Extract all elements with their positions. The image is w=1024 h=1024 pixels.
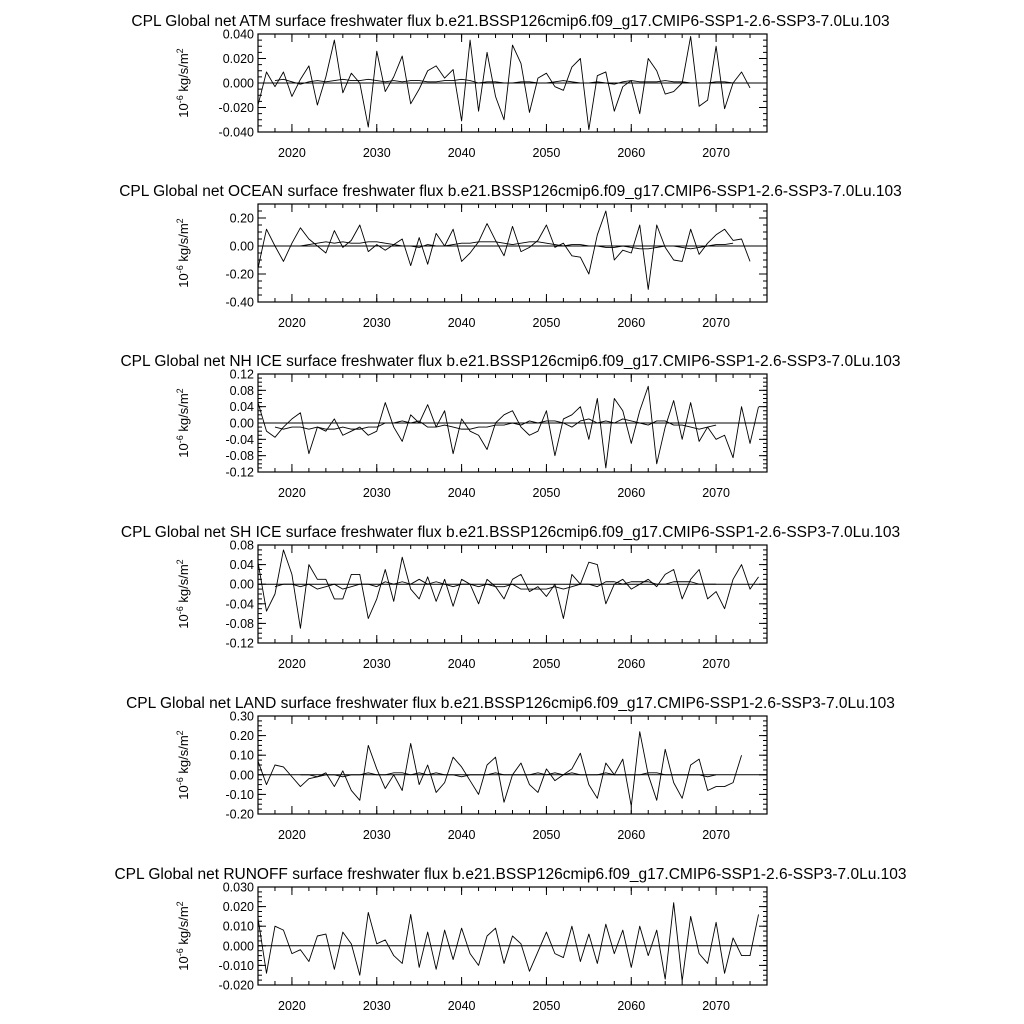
x-tick-label: 2020 (278, 316, 306, 330)
x-tick-label: 2020 (278, 999, 306, 1013)
x-tick-label: 2060 (617, 486, 646, 500)
x-tick-label: 2020 (278, 657, 306, 671)
y-tick-label: 0.000 (222, 76, 254, 91)
y-tick-label: -0.04 (225, 432, 254, 447)
x-tick-label: 2040 (447, 486, 476, 500)
x-tick-label: 2050 (532, 657, 561, 671)
y-axis-label (175, 559, 191, 628)
y-tick-label: -0.08 (225, 449, 254, 464)
y-axis-label-unit-exp: 2 (175, 901, 185, 907)
y-tick-label: 0.00 (229, 577, 254, 592)
x-tick-label: 2050 (532, 828, 561, 842)
x-tick-label: 2030 (362, 999, 391, 1013)
x-tick-label: 2030 (362, 146, 391, 160)
y-tick-label: -0.20 (225, 267, 254, 282)
x-tick-label: 2050 (532, 486, 561, 500)
y-axis-label (175, 218, 191, 287)
x-tick-label: 2070 (702, 657, 731, 671)
x-tick-label: 2060 (617, 828, 646, 842)
y-tick-label: 0.04 (229, 558, 254, 573)
y-axis-label-unit-exp: 2 (175, 730, 185, 736)
x-tick-label: 2060 (617, 657, 646, 671)
y-axis-label-unit-exp: 2 (175, 48, 185, 54)
y-tick-label: -0.08 (225, 616, 254, 631)
chart-title: CPL Global net SH ICE surface freshwater flux b.e21.BSSP126cmip6.f09_g17.CMIP6-SSP1-2.6-SSP3-7.0Lu.103 (120, 524, 901, 541)
y-tick-label: -0.040 (218, 125, 254, 140)
x-tick-label: 2050 (532, 999, 561, 1013)
y-tick-label: 0.020 (222, 52, 254, 66)
x-tick-label: 2040 (447, 657, 476, 671)
y-tick-label: -0.20 (225, 807, 254, 822)
x-tick-label: 2020 (278, 486, 306, 500)
y-axis-label-exp: -6 (175, 95, 185, 104)
y-axis-label-prefix: 10 (176, 785, 191, 800)
x-tick-label: 2030 (362, 657, 391, 671)
x-tick-label: 2060 (617, 316, 646, 330)
y-tick-label: -0.10 (225, 787, 254, 802)
y-axis-label (175, 388, 191, 457)
y-tick-label: 0.010 (222, 919, 254, 934)
y-axis-label-unit: kg/s/m (176, 735, 191, 778)
x-tick-label: 2070 (702, 486, 731, 500)
y-axis-label-prefix: 10 (176, 443, 191, 458)
x-tick-label: 2070 (702, 316, 731, 330)
y-axis-label-unit: kg/s/m (176, 53, 191, 96)
x-tick-label: 2050 (532, 146, 561, 160)
y-tick-label: 0.030 (222, 880, 254, 895)
x-tick-label: 2040 (447, 316, 476, 330)
x-tick-label: 2070 (702, 828, 731, 842)
y-tick-label: 0.020 (222, 900, 254, 915)
x-tick-label: 2070 (702, 146, 731, 160)
y-axis-label (175, 730, 191, 799)
y-tick-label: -0.020 (218, 978, 254, 993)
y-axis-label (175, 901, 191, 970)
x-tick-label: 2040 (447, 999, 476, 1013)
x-tick-label: 2060 (617, 146, 646, 160)
y-tick-label: 0.10 (229, 748, 254, 763)
y-tick-label: -0.020 (218, 101, 254, 115)
y-tick-label: -0.40 (225, 295, 254, 310)
y-axis-label-exp: -6 (175, 435, 185, 444)
chart-title: CPL Global net OCEAN surface freshwater flux b.e21.BSSP126cmip6.f09_g17.CMIP6-SSP1-2.6-SSP3-7.0Lu.103 (119, 183, 902, 200)
y-axis-label-unit: kg/s/m (176, 393, 191, 436)
x-tick-label: 2020 (278, 828, 306, 842)
y-tick-label: 0.30 (229, 709, 254, 724)
chart-title: CPL Global net ATM surface freshwater flux b.e21.BSSP126cmip6.f09_g17.CMIP6-SSP1-2.6-SSP3-7.0Lu.103 (131, 13, 890, 30)
y-tick-label: 0.20 (229, 729, 254, 744)
y-axis-label-exp: -6 (175, 606, 185, 615)
x-tick-label: 2040 (447, 828, 476, 842)
x-tick-label: 2060 (617, 999, 646, 1013)
x-tick-label: 2030 (362, 828, 391, 842)
y-tick-label: 0.20 (229, 211, 254, 226)
y-tick-label: -0.04 (225, 597, 254, 612)
y-axis-label (175, 48, 191, 117)
y-axis-label-exp: -6 (175, 948, 185, 957)
y-axis-label-prefix: 10 (176, 956, 191, 971)
y-tick-label: 0.08 (229, 383, 254, 398)
y-axis-label-exp: -6 (175, 265, 185, 274)
chart-title: CPL Global net LAND surface freshwater flux b.e21.BSSP126cmip6.f09_g17.CMIP6-SSP1-2.6-SSP3-7.0Lu.103 (126, 695, 895, 712)
x-tick-label: 2040 (447, 146, 476, 160)
x-tick-label: 2030 (362, 316, 391, 330)
y-axis-label-prefix: 10 (176, 273, 191, 288)
y-tick-label: 0.00 (229, 239, 254, 254)
y-axis-label-exp: -6 (175, 777, 185, 786)
y-tick-label: 0.00 (229, 768, 254, 783)
chart-title: CPL Global net RUNOFF surface freshwater flux b.e21.BSSP126cmip6.f09_g17.CMIP6-SSP1-2.6-SSP3-7.0Lu.103 (114, 866, 907, 883)
x-tick-label: 2050 (532, 316, 561, 330)
y-axis-label-unit: kg/s/m (176, 906, 191, 949)
y-tick-label: 0.08 (229, 538, 254, 553)
chart-title: CPL Global net NH ICE surface freshwater flux b.e21.BSSP126cmip6.f09_g17.CMIP6-SSP1-2.6-SSP3-7.0Lu.103 (120, 353, 901, 370)
y-axis-label-unit-exp: 2 (175, 559, 185, 565)
x-tick-label: 2020 (278, 146, 306, 160)
y-tick-label: 0.000 (222, 939, 254, 954)
y-axis-label-unit: kg/s/m (176, 223, 191, 266)
y-axis-label-unit-exp: 2 (175, 388, 185, 394)
y-tick-label: -0.12 (225, 465, 254, 480)
y-tick-label: 0.040 (222, 27, 254, 42)
x-tick-label: 2070 (702, 999, 731, 1013)
y-axis-label-prefix: 10 (176, 103, 191, 118)
y-axis-label-prefix: 10 (176, 614, 191, 629)
y-axis-label-unit-exp: 2 (175, 218, 185, 224)
y-tick-label: 0.00 (229, 416, 254, 431)
y-tick-label: -0.010 (218, 958, 254, 973)
y-tick-label: 0.12 (229, 367, 254, 382)
y-tick-label: 0.04 (229, 400, 254, 415)
x-tick-label: 2030 (362, 486, 391, 500)
y-tick-label: -0.12 (225, 636, 254, 651)
y-axis-label-unit: kg/s/m (176, 564, 191, 607)
